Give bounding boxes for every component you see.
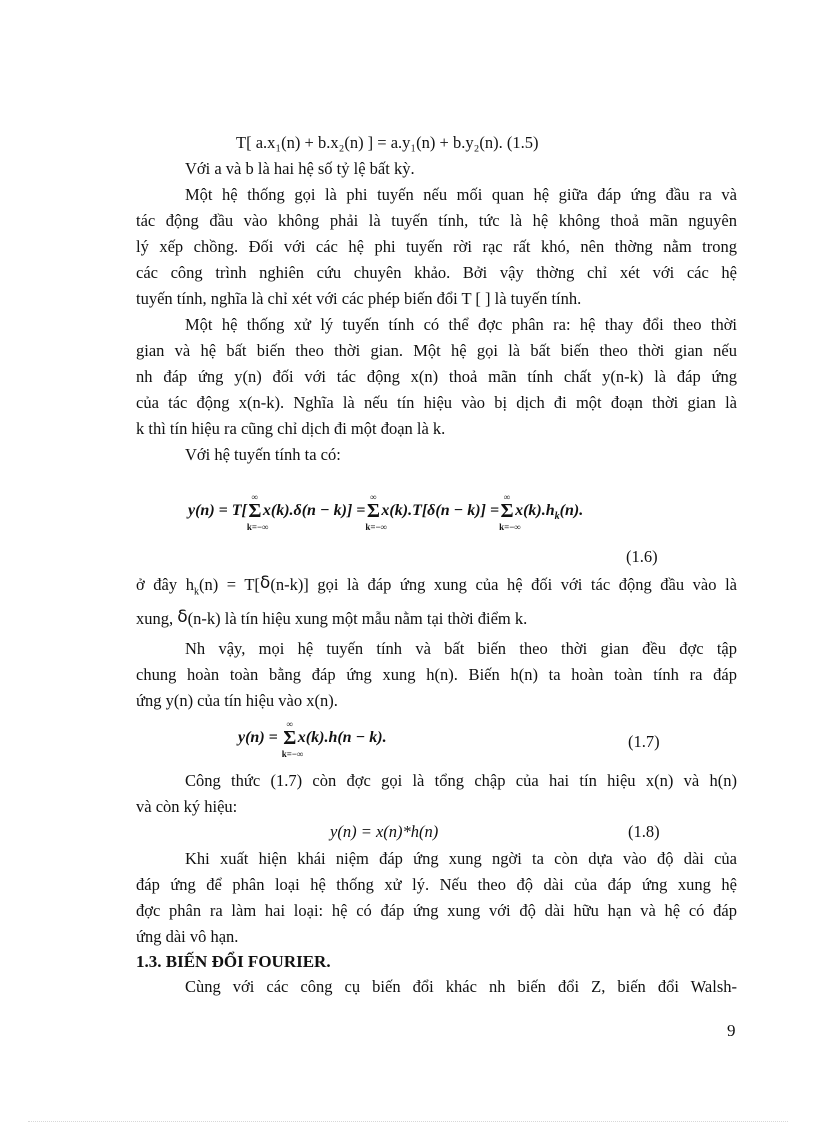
equation-1-6	[188, 492, 584, 532]
paragraph-line: Khi xuất hiện khái niệm đáp ứng xung ngời ta còn dựa vào độ dài của	[185, 849, 737, 868]
eq16-part1: x(k).δ(n − k)] =	[262, 502, 366, 519]
section-heading: 1.3. BIẾN ĐỔI FOURIER.	[136, 952, 331, 971]
eq16-part3: x(k).h	[515, 502, 555, 519]
paragraph-line: ở đây $h_k(n) = T[\delta(n-k)]$ gọi là đáp ứng xung của hệ đối với tác động đầu vào là	[136, 573, 737, 598]
paragraph-line: và còn ký hiệu:	[136, 797, 238, 816]
paragraph-line: nh đáp ứng y(n) đối với tác động x(n) thoả mãn tính chất y(n-k) là đáp ứng	[136, 367, 737, 386]
equation-number: (1.7)	[628, 732, 660, 751]
delta-symbol: δ	[259, 573, 271, 593]
footer-divider	[28, 1121, 788, 1122]
sum-symbol: ∞ Σ k=−∞	[499, 492, 521, 532]
sum-symbol: ∞ Σ k=−∞	[365, 492, 388, 532]
sum-symbol: ∞ Σ k=−∞	[281, 719, 304, 759]
equation-1-7: y(n) = ∞ Σ k=−∞ x(k).h(n − k).	[238, 719, 387, 759]
eq16-sub: k	[554, 511, 560, 523]
paragraph-line: Nh vậy, mọi hệ tuyến tính và bất biến theo thời gian đều đợc tập	[185, 639, 737, 658]
paragraph-line: k thì tín hiệu ra cũng chỉ dịch đi một đoạn là k.	[136, 419, 446, 438]
paragraph-line: đáp ứng để phân loại hệ thống xử lý. Nếu theo độ dài của đáp ứng xung hệ	[136, 875, 737, 894]
paragraph-line: xung, δ(n-k) là tín hiệu xung một mẫu nằm tại thời điểm k.	[136, 607, 528, 628]
equation-1-8: y(n) = x(n)*h(n)	[330, 822, 439, 841]
equation-number: (1.6)	[626, 547, 658, 566]
paragraph-line: Cùng với các công cụ biến đổi khác nh biến đổi Z, biến đổi Walsh-	[185, 977, 737, 996]
paragraph-line: đợc phân ra làm hai loại: hệ có đáp ứng xung với độ dài hữu hạn và hệ có đáp	[136, 901, 737, 920]
eq16-part3-end: (n).	[559, 502, 584, 519]
paragraph-line: Với hệ tuyến tính ta có:	[185, 445, 341, 464]
paragraph-line: các công trình nghiên cứu chuyên khảo. Bởi vậy thờng chỉ xét với các hệ	[136, 263, 737, 282]
paragraph-line: ứng dài vô hạn.	[136, 927, 239, 946]
paragraph-line: của tác động x(n-k). Nghĩa là nếu tín hiệu vào bị dịch đi một đoạn thời gian là	[136, 393, 737, 412]
paragraph-line: Với a và b là hai hệ số tỷ lệ bất kỳ.	[185, 159, 415, 178]
paragraph-line: Một hệ thống gọi là phi tuyến nếu mối quan hệ giữa đáp ứng đầu ra và	[185, 185, 737, 204]
equation-1-5: T[ a.x₁(n) + b.x₂(n) ] = a.y₁(n) + b.y₂(n). (1.5)	[236, 133, 539, 152]
sum-symbol: ∞ Σ k=−∞	[246, 492, 269, 532]
delta-symbol: δ	[177, 607, 188, 627]
paragraph-line: ứng y(n) của tín hiệu vào x(n).	[136, 691, 338, 710]
eq16-part2: x(k).T[δ(n − k)] =	[381, 502, 500, 519]
paragraph-line: gian và hệ bất biến theo thời gian. Một hệ gọi là bất biến theo thời gian nếu	[136, 341, 737, 360]
paragraph-line: Một hệ thống xử lý tuyến tính có thể đợc phân ra: hệ thay đổi theo thời	[185, 315, 737, 334]
paragraph-line: tác động đầu vào không phải là tuyến tính, tức là hệ không thoả mãn nguyên	[136, 211, 737, 230]
page-number: 9	[727, 1021, 736, 1040]
eq16-lhs: y(n) = T[	[188, 502, 247, 519]
paragraph-line: Công thức (1.7) còn đợc gọi là tổng chập của hai tín hiệu x(n) và h(n)	[185, 771, 737, 790]
equation-number: (1.8)	[628, 822, 660, 841]
paragraph-line: tuyến tính, nghĩa là chỉ xét với các phép biến đổi T [ ] là tuyến tính.	[136, 289, 582, 308]
paragraph-line: chung hoàn toàn bằng đáp ứng xung h(n). Biến h(n) ta hoàn toàn tính ra đáp	[136, 665, 737, 684]
paragraph-line: lý xếp chồng. Đối với các hệ phi tuyến rời rạc rất khó, nên thờng nằm trong	[136, 237, 737, 256]
